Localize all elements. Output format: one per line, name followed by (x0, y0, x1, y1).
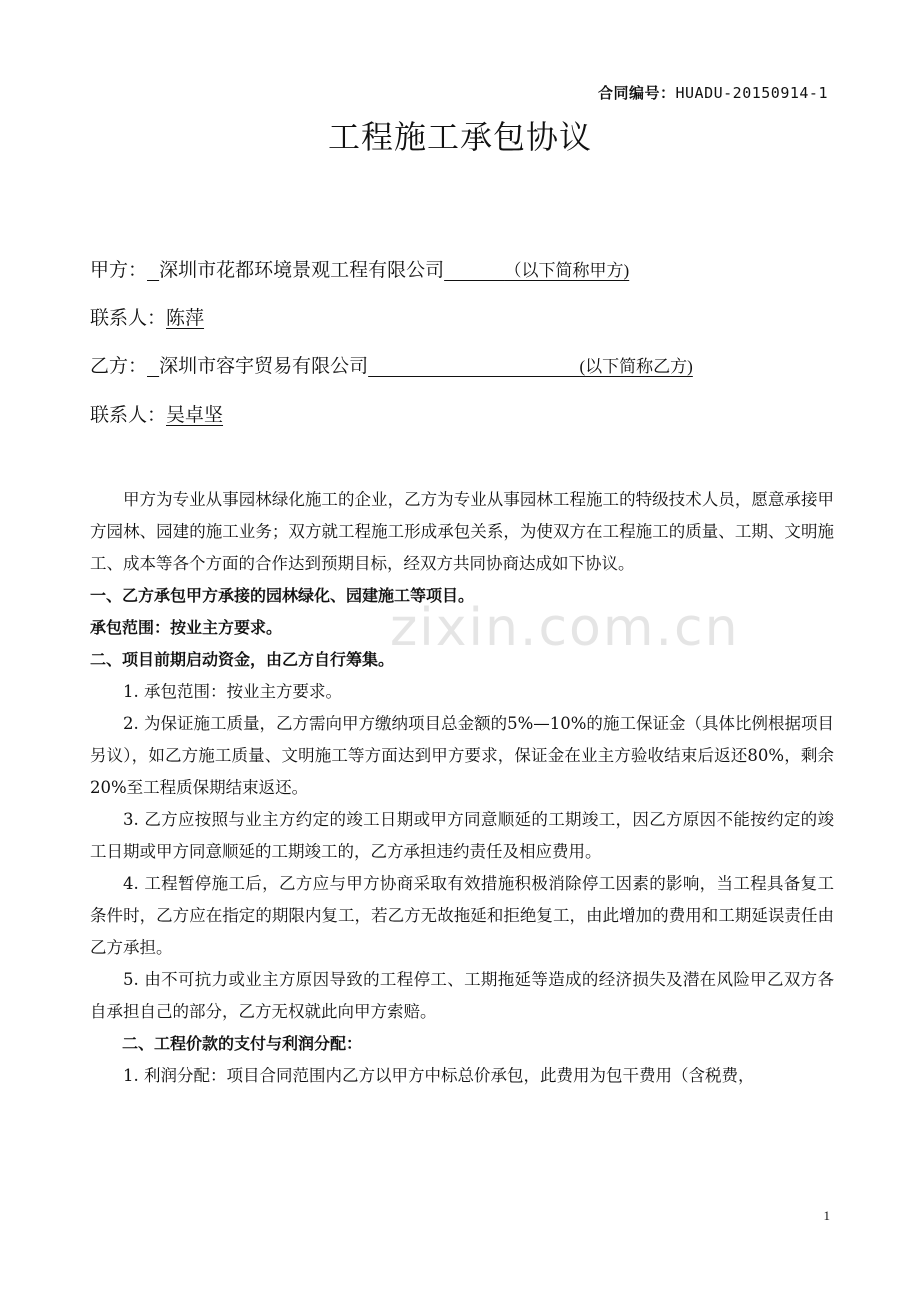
contract-number-label: 合同编号： (597, 84, 676, 102)
party-a-contact: 陈萍 (166, 307, 205, 329)
party-b-label: 乙方： (90, 355, 148, 377)
item-5: 5. 由不可抗力或业主方原因导致的工程停工、工期拖延等造成的经济损失及潜在风险甲乙双方各自承担自己的部分，乙方无权就此向甲方索赔。 (90, 970, 834, 1021)
item-2: 2. 为保证施工质量，乙方需向甲方缴纳项目总金额的5%—10%的施工保证金（具体比例根据项目另议），如乙方施工质量、文明施工等方面达到甲方要求，保证金在业主方验收结束后返还80%，剩余20%至工程质保期结束返还。 (90, 714, 834, 797)
scope-line: 承包范围：按业主方要求。 (90, 618, 283, 637)
contract-body (90, 484, 834, 1092)
party-a-underline (147, 259, 629, 281)
section-1-heading: 一、乙方承包甲方承接的园林绿化、园建施工等项目。 (90, 586, 475, 605)
intro-paragraph: 甲方为专业从事园林绿化施工的企业，乙方为专业从事园林工程施工的特级技术人员，愿意承接甲方园林、园建的施工业务；双方就工程施工形成承包关系，为使双方在工程施工的质量、工期、文明施工、成本等各个方面的合作达到预期目标，经双方共同协商达成如下协议。 (90, 490, 834, 573)
page-title: 工程施工承包协议 (327, 118, 592, 156)
contract-number-value: HUADU-20150914-1 (675, 84, 828, 102)
party-b-note: (以下简称乙方) (579, 357, 693, 376)
party-a-contact-label: 联系人： (90, 307, 167, 329)
party-a-name: 深圳市花都环境景观工程有限公司 (159, 259, 445, 281)
party-b-line (90, 351, 693, 378)
section-2-heading: 二、项目前期启动资金，由乙方自行筹集。 (90, 650, 395, 669)
page-number: 1 (823, 1208, 830, 1223)
item-4: 4. 工程暂停施工后，乙方应与甲方协商采取有效措施积极消除停工因素的影响，当工程具备复工条件时，乙方应在指定的期限内复工，若乙方无故拖延和拒绝复工，由此增加的费用和工期延误责任由乙方承担。 (90, 874, 834, 957)
party-a-contact-line (90, 303, 204, 330)
item-1: 1. 承包范围：按业主方要求。 (123, 682, 342, 701)
section-3-heading: 二、工程价款的支付与利润分配： (122, 1034, 363, 1053)
party-b-name: 深圳市容宇贸易有限公司 (159, 355, 369, 377)
watermark: zixin.com.cn (390, 598, 740, 658)
party-b-contact-label: 联系人： (90, 404, 167, 426)
party-b-contact: 吴卓坚 (166, 404, 224, 426)
contract-number (598, 82, 828, 103)
item-3: 3. 乙方应按照与业主方约定的竣工日期或甲方同意顺延的工期竣工，因乙方原因不能按约定的竣工日期或甲方同意顺延的工期竣工的，乙方承担违约责任及相应费用。 (90, 810, 834, 861)
party-a-line (90, 255, 629, 282)
party-a-note: （以下简称甲方) (504, 261, 630, 280)
party-b-underline (147, 355, 693, 377)
item-6: 1. 利润分配：项目合同范围内乙方以甲方中标总价承包，此费用为包干费用（含税费， (123, 1066, 755, 1085)
party-b-contact-line (90, 400, 223, 427)
party-a-label: 甲方： (90, 259, 148, 281)
